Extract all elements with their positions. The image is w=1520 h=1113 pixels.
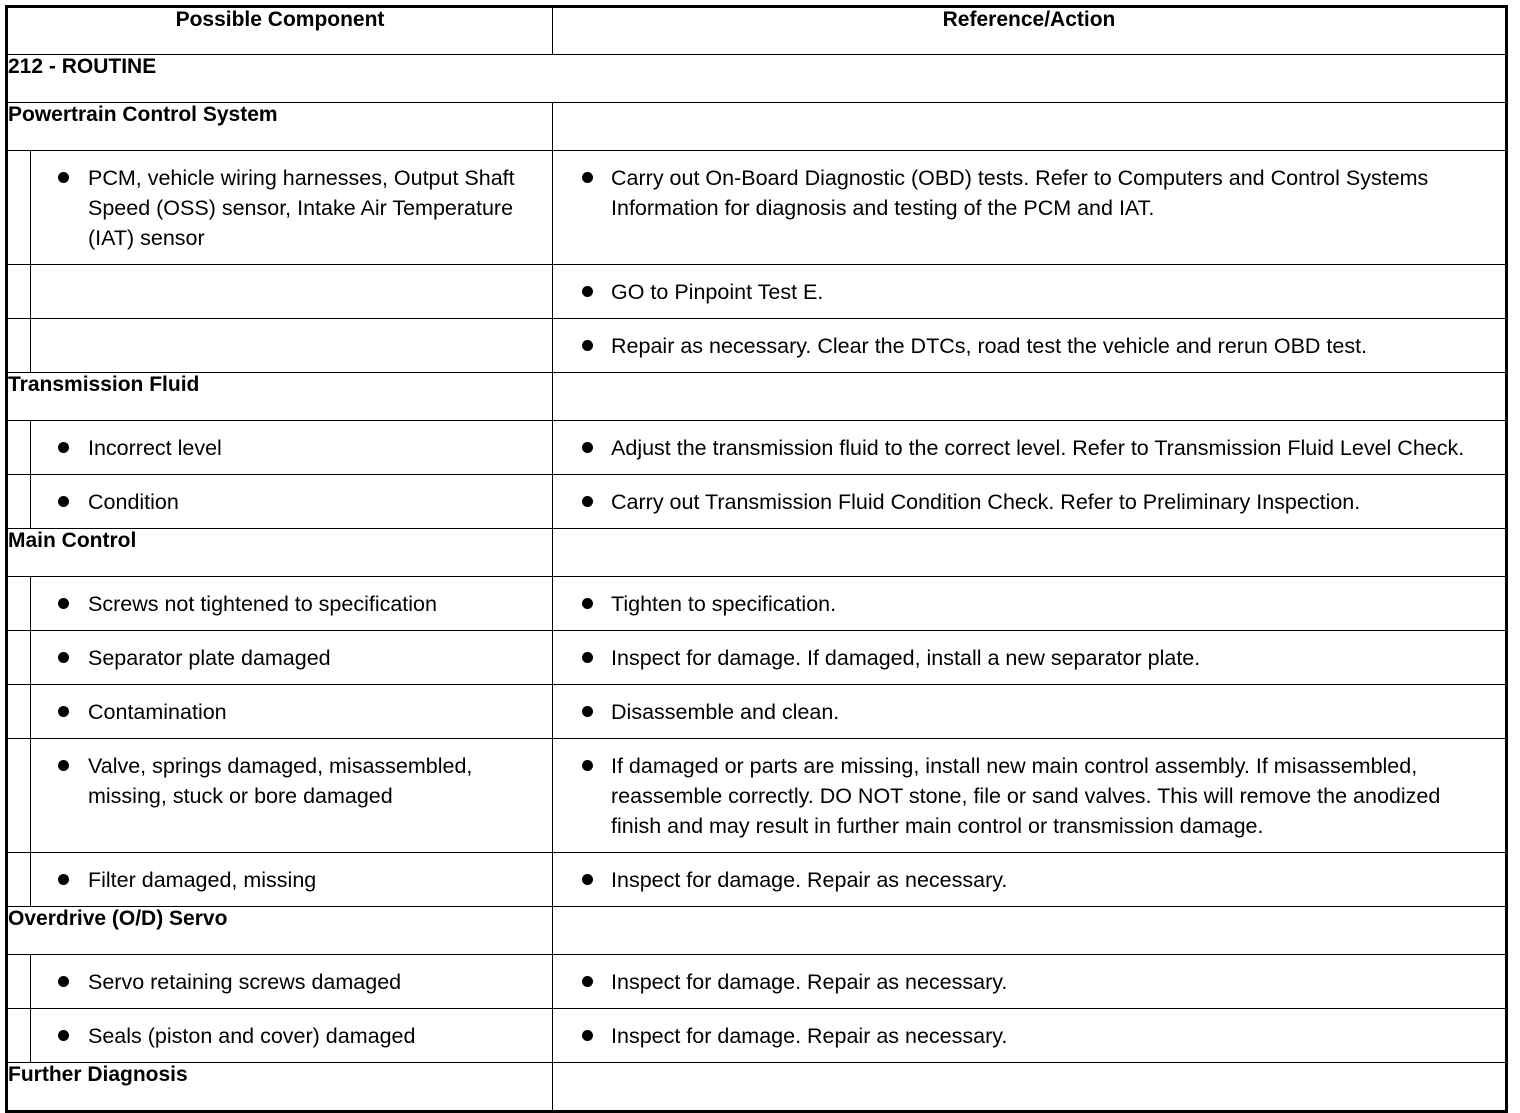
bullet-icon bbox=[582, 874, 593, 885]
bullet-icon bbox=[58, 874, 69, 885]
indent-cell bbox=[7, 685, 31, 739]
action-text: Disassemble and clean. bbox=[611, 700, 840, 724]
group-row bbox=[7, 529, 1507, 577]
routine-row bbox=[7, 55, 1507, 103]
indent-cell bbox=[7, 475, 31, 529]
indent-cell bbox=[7, 739, 31, 853]
group-title: Overdrive (O/D) Servo bbox=[7, 907, 553, 955]
action-text: Adjust the transmission fluid to the correct level. Refer to Transmission Fluid Level Check. bbox=[611, 436, 1465, 460]
bullet-icon bbox=[58, 496, 69, 507]
component-cell bbox=[31, 319, 553, 373]
action-cell bbox=[553, 739, 1507, 853]
component-cell bbox=[31, 265, 553, 319]
indent-cell bbox=[7, 1009, 31, 1063]
bullet-icon bbox=[582, 652, 593, 663]
table-row bbox=[7, 955, 1507, 1009]
action-text: If damaged or parts are missing, install new main control assembly. If misassembled, reassemble correctly. DO NOT stone, file or sand valves. This will remove the anodized finish and may result in further main control or transmission damage. bbox=[611, 754, 1441, 838]
indent-cell bbox=[7, 151, 31, 265]
indent-cell bbox=[7, 853, 31, 907]
table-row bbox=[7, 265, 1507, 319]
group-action-empty bbox=[553, 373, 1507, 421]
table-row bbox=[7, 1009, 1507, 1063]
group-action-empty bbox=[553, 103, 1507, 151]
group-title: Transmission Fluid bbox=[7, 373, 553, 421]
table-row bbox=[7, 475, 1507, 529]
component-cell bbox=[31, 1009, 553, 1063]
bullet-icon bbox=[582, 442, 593, 453]
component-cell bbox=[31, 853, 553, 907]
table-row bbox=[7, 151, 1507, 265]
action-text: Inspect for damage. Repair as necessary. bbox=[611, 970, 1008, 994]
action-text: Carry out Transmission Fluid Condition Check. Refer to Preliminary Inspection. bbox=[611, 490, 1361, 514]
bullet-icon bbox=[582, 598, 593, 609]
table-row bbox=[7, 685, 1507, 739]
component-text: PCM, vehicle wiring harnesses, Output Shaft Speed (OSS) sensor, Intake Air Temperature (IAT) sensor bbox=[88, 166, 515, 250]
bullet-icon bbox=[58, 652, 69, 663]
header-possible-component: Possible Component bbox=[7, 7, 553, 55]
action-cell bbox=[553, 955, 1507, 1009]
action-cell bbox=[553, 265, 1507, 319]
routine-title: 212 - ROUTINE bbox=[7, 55, 1507, 103]
component-cell bbox=[31, 421, 553, 475]
bullet-icon bbox=[582, 340, 593, 351]
header-row bbox=[7, 7, 1507, 55]
action-text: Tighten to specification. bbox=[611, 592, 837, 616]
action-cell bbox=[553, 151, 1507, 265]
group-action-empty bbox=[553, 907, 1507, 955]
component-text: Incorrect level bbox=[88, 436, 222, 460]
component-text: Seals (piston and cover) damaged bbox=[88, 1024, 416, 1048]
bullet-icon bbox=[582, 706, 593, 717]
indent-cell bbox=[7, 265, 31, 319]
indent-cell bbox=[7, 577, 31, 631]
action-cell bbox=[553, 853, 1507, 907]
bullet-icon bbox=[58, 172, 69, 183]
table-row bbox=[7, 739, 1507, 853]
bullet-icon bbox=[582, 1030, 593, 1041]
bullet-icon bbox=[58, 598, 69, 609]
action-cell bbox=[553, 475, 1507, 529]
indent-cell bbox=[7, 955, 31, 1009]
component-cell bbox=[31, 151, 553, 265]
action-cell bbox=[553, 577, 1507, 631]
table-row bbox=[7, 853, 1507, 907]
header-reference-action: Reference/Action bbox=[553, 7, 1507, 55]
action-cell bbox=[553, 685, 1507, 739]
action-text: Inspect for damage. Repair as necessary. bbox=[611, 868, 1008, 892]
group-row bbox=[7, 373, 1507, 421]
component-text: Servo retaining screws damaged bbox=[88, 970, 402, 994]
indent-cell bbox=[7, 631, 31, 685]
action-text: GO to Pinpoint Test E. bbox=[611, 280, 824, 304]
bullet-icon bbox=[582, 172, 593, 183]
action-text: Repair as necessary. Clear the DTCs, road test the vehicle and rerun OBD test. bbox=[611, 334, 1368, 358]
action-text: Inspect for damage. Repair as necessary. bbox=[611, 1024, 1008, 1048]
diagnosis-table bbox=[5, 5, 1508, 1113]
group-action-empty bbox=[553, 529, 1507, 577]
bullet-icon bbox=[58, 760, 69, 771]
group-title: Powertrain Control System bbox=[7, 103, 553, 151]
table-row bbox=[7, 421, 1507, 475]
table-row bbox=[7, 577, 1507, 631]
component-cell bbox=[31, 631, 553, 685]
bullet-icon bbox=[58, 706, 69, 717]
action-cell bbox=[553, 421, 1507, 475]
bullet-icon bbox=[58, 442, 69, 453]
component-cell bbox=[31, 739, 553, 853]
bullet-icon bbox=[582, 976, 593, 987]
component-text: Condition bbox=[88, 490, 179, 514]
component-cell bbox=[31, 475, 553, 529]
action-cell bbox=[553, 631, 1507, 685]
component-cell bbox=[31, 577, 553, 631]
table-row bbox=[7, 319, 1507, 373]
component-text: Separator plate damaged bbox=[88, 646, 331, 670]
group-title: Main Control bbox=[7, 529, 553, 577]
action-text: Carry out On-Board Diagnostic (OBD) tests. Refer to Computers and Control Systems Information for diagnosis and testing of the PCM and IAT. bbox=[611, 166, 1429, 220]
component-text: Valve, springs damaged, misassembled, missing, stuck or bore damaged bbox=[88, 754, 473, 808]
component-cell bbox=[31, 955, 553, 1009]
component-text: Filter damaged, missing bbox=[88, 868, 317, 892]
indent-cell bbox=[7, 421, 31, 475]
action-cell bbox=[553, 319, 1507, 373]
component-cell bbox=[31, 685, 553, 739]
group-row bbox=[7, 907, 1507, 955]
action-text: Inspect for damage. If damaged, install a new separator plate. bbox=[611, 646, 1201, 670]
action-cell bbox=[553, 1009, 1507, 1063]
component-text: Screws not tightened to specification bbox=[88, 592, 437, 616]
component-text: Contamination bbox=[88, 700, 227, 724]
group-action-empty bbox=[553, 1063, 1507, 1112]
indent-cell bbox=[7, 319, 31, 373]
table-row bbox=[7, 631, 1507, 685]
bullet-icon bbox=[582, 286, 593, 297]
bullet-icon bbox=[58, 976, 69, 987]
group-row bbox=[7, 103, 1507, 151]
bullet-icon bbox=[582, 760, 593, 771]
group-title: Further Diagnosis bbox=[7, 1063, 553, 1112]
bullet-icon bbox=[58, 1030, 69, 1041]
group-row bbox=[7, 1063, 1507, 1112]
bullet-icon bbox=[582, 496, 593, 507]
